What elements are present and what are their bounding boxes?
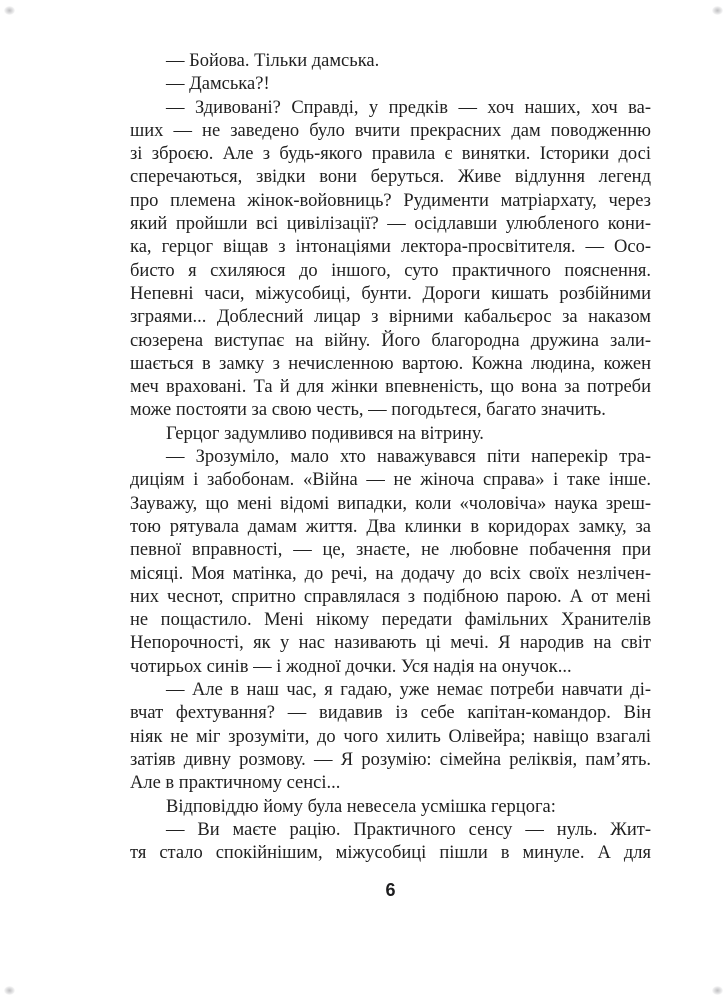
text-line: затіяв дивну розмову. — Я розумію: сімейна реліквія, пам’ять. [130,749,651,770]
page-number: 6 [385,880,396,900]
text-line: Зауважу, що мені відомі випадки, коли «чоловіча» наука зреш- [130,493,651,514]
text-line: — Зрозуміло, мало хто наважувався піти наперекір тра- [166,447,651,468]
scan-artifact-top-right [712,6,723,15]
paragraph [130,446,651,679]
paragraph [130,679,651,795]
text-line: Але в практичному сенсі... [130,773,341,794]
paragraph [130,819,651,866]
scan-artifact-bottom-right [712,986,723,995]
text-line: місяці. Моя матінка, до речі, на додачу до всіх своїх незлічен- [130,563,651,584]
text-line: Відповіддю йому була невесела усмішка герцога: [166,796,556,817]
text-line: Непевні часи, міжусобиці, бунти. Дороги кишать розбійними [130,283,651,304]
text-line: який пройшли всі цивілізації? — осідлавши улюбленого кони- [130,214,651,235]
text-line: шається в замку з нечисленною вартою. Кожна людина, кожен [130,353,651,374]
text-line: — Бойова. Тільки дамська. [166,51,380,71]
text-line: них чеснот, спритно справлялася з подібною парою. А от мені [130,586,651,607]
text-line: — Ви маєте рацію. Практичного сенсу — нуль. Жит- [166,819,651,840]
text-line: тя стало спокійнішим, міжусобиці пішли в минуле. А для [130,843,651,864]
paragraph [130,423,651,446]
text-line: вчат фехтування? — видавив із себе капітан-командор. Він [130,703,651,724]
paragraph [130,73,651,96]
text-line: ніяк не міг зрозуміти, до чого хилить Олівейра; навіщо взагалі [130,726,651,747]
scan-artifact-top-left [4,6,15,15]
paragraph [130,796,651,819]
text-line: зі зброєю. Але з будь-якого правила є винятки. Історики досі [130,144,651,165]
text-line: тою рятувала дамам життя. Два клинки в коридорах замку, за [130,516,651,537]
text-line: про племена жінок-войовниць? Рудименти матріархату, через [130,190,651,211]
text-line: може постояти за свою честь, — погодьтеся, багато значить. [130,400,606,421]
paragraph [130,50,651,73]
text-line: — Але в наш час, я гадаю, уже немає потреби навчати ді- [166,680,651,701]
text-line: певної вправності, — це, знаєте, не любовне побачення при [130,540,651,561]
paragraph [130,97,651,423]
page-text [130,50,651,865]
text-line: сперечаються, звідки вони беруться. Живе відлуння легенд [130,167,651,188]
text-line: диціям і забобонам. «Війна — не жіноча справа» і таке інше. [130,470,651,491]
text-line: меч враховані. Та й для жінки впевненість, що вона за потреби [130,377,651,398]
text-line: бисто я схиляюся до іншого, суто практичного пояснення. [130,260,651,281]
text-line: — Дамська?! [166,74,270,95]
text-line: Непорочності, як у нас називають ці мечі. Я народив на світ [130,633,651,654]
text-line: ка, герцог віщав з інтонаціями лектора-просвітителя. — Осо- [130,237,651,258]
text-line: Герцог задумливо подивився на вітрину. [166,423,484,444]
text-line: сюзерена виступає на війну. Його благородна дружина зали- [130,330,651,351]
text-line: ших — не заведено було вчити прекрасних дам поводженню [130,120,651,141]
text-line: зграями... Доблесний лицар з вірними кабальєрос за наказом [130,307,651,328]
text-line: — Здивовані? Справді, у предків — хоч наших, хоч ва- [166,97,651,118]
text-line: не пощастило. Мені нікому передати фамільних Хранителів [130,610,651,631]
text-line: чотирьох синів — і жодної дочки. Уся надія на онучок... [130,656,572,677]
scan-artifact-bottom-left [4,986,15,995]
